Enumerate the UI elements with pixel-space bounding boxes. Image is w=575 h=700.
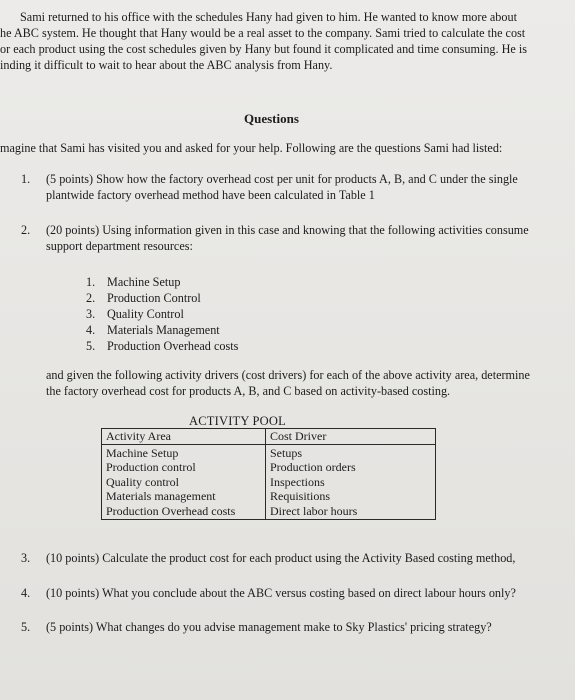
intro-line: Sami returned to his office with the schedules Hany had given to him. He wanted to know more about (20, 10, 517, 24)
activity-pool-table (101, 428, 436, 520)
list-item: 4. Materials Management (86, 323, 220, 337)
list-item: 5. Production Overhead costs (86, 339, 239, 353)
table-body-row (102, 444, 436, 520)
question-number: 4. (21, 586, 31, 600)
list-item: 3. Quality Control (86, 307, 184, 321)
list-item: 2. Production Control (86, 291, 201, 305)
activity-drivers-paragraph (46, 367, 530, 399)
list-item: 1. Machine Setup (86, 275, 181, 289)
intro-line: inding it difficult to wait to hear about the ABC analysis from Hany. (0, 58, 333, 72)
question-text: (10 points) What you conclude about the ABC versus costing based on direct labour hours only? (46, 586, 516, 600)
intro-line: he ABC system. He thought that Hany would be a real asset to the company. Sami tried to calculate the cost (0, 26, 526, 40)
lead-sentence: magine that Sami has visited you and asked for your help. Following are the questions Sami had listed: (0, 141, 503, 155)
intro-paragraph (0, 9, 575, 73)
question-number: 3. (21, 551, 31, 565)
table-header-row (102, 429, 436, 445)
question-text: (5 points) Show how the factory overhead cost per unit for products A, B, and C under the single (46, 172, 518, 186)
paragraph-line: and given the following activity drivers (cost drivers) for each of the above activity area, determine (46, 368, 530, 382)
activity-list (86, 274, 238, 354)
question-text: support department resources: (46, 239, 193, 253)
question-number: 2. (21, 223, 31, 237)
question-number: 5. (21, 620, 31, 634)
activity-area-cell: Machine Setup Production control Quality control Materials management Production Overhead costs (102, 444, 266, 520)
cost-driver-cell: Setups Production orders Inspections Requisitions Direct labor hours (270, 445, 358, 518)
activity-pool-title: ACTIVITY POOL (189, 414, 286, 428)
question-text: (20 points) Using information given in this case and knowing that the following activities consume (46, 223, 529, 237)
question-text: (10 points) Calculate the product cost for each product using the Activity Based costing method, (46, 551, 516, 565)
intro-line: or each product using the cost schedules given by Hany but found it complicated and time consuming. He is (0, 42, 527, 56)
column-header: Activity Area (102, 429, 266, 445)
questions-heading: Questions (244, 111, 299, 126)
paragraph-line: the factory overhead cost for products A, B, and C based on activity-based costing. (46, 384, 451, 398)
question-number: 1. (21, 172, 31, 186)
question-text: plantwide factory overhead method have been calculated in Table 1 (46, 188, 375, 202)
column-header: Cost Driver (266, 429, 436, 445)
question-text: (5 points) What changes do you advise management make to Sky Plastics' pricing strategy? (46, 620, 492, 634)
